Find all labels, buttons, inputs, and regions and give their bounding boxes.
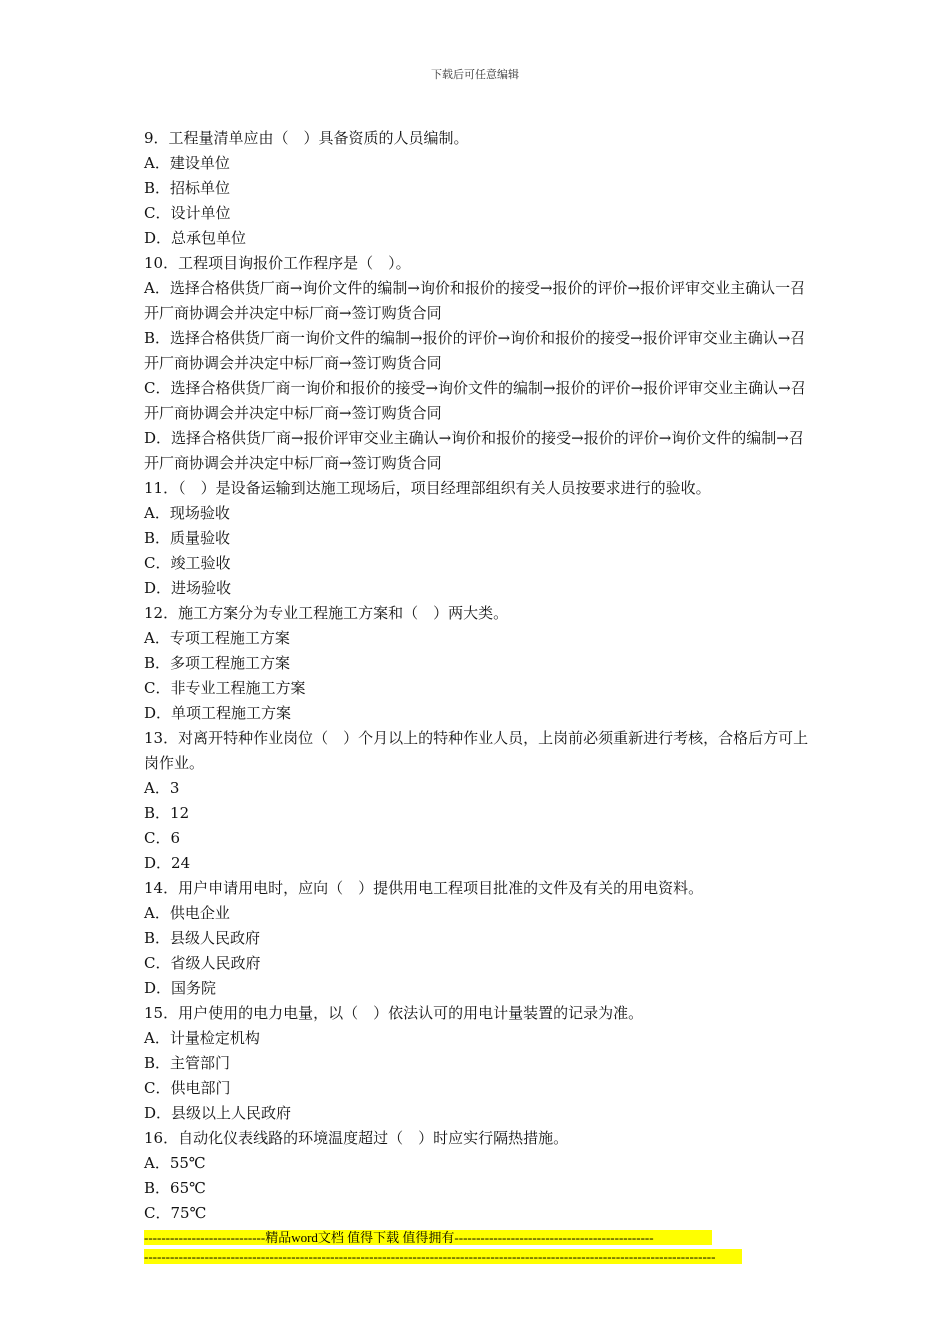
answer-option: A．供电企业 [144, 904, 230, 922]
answer-option: C．供电部门 [144, 1079, 231, 1097]
answer-option: B．县级人民政府 [144, 929, 261, 947]
answer-option: A．3 [144, 779, 180, 797]
answer-option: A．选择合格供货厂商→询价文件的编制→询价和报价的接受→报价的评价→报价评审交业主确认一召开厂商协调会并决定中标厂商→签订购货合同 [144, 279, 806, 322]
answer-option: C．非专业工程施工方案 [144, 679, 306, 697]
answer-option: C．竣工验收 [144, 554, 231, 572]
question-text: 9．工程量清单应由（ ）具备资质的人员编制。 [144, 129, 469, 147]
question-item [144, 126, 810, 251]
answer-option: B．招标单位 [144, 179, 231, 197]
answer-option: A．建设单位 [144, 154, 230, 172]
answer-option: B．多项工程施工方案 [144, 654, 291, 672]
question-item [144, 476, 810, 601]
answer-option: B．选择合格供货厂商一询价文件的编制→报价的评价→询价和报价的接受→报价评审交业主确认→召开厂商协调会并决定中标厂商→签订购货合同 [144, 329, 806, 372]
answer-option: D．选择合格供货厂商→报价评审交业主确认→询价和报价的接受→报价的评价→询价文件的编制→召开厂商协调会并决定中标厂商→签订购货合同 [144, 429, 804, 472]
answer-option: A．计量检定机构 [144, 1029, 260, 1047]
answer-option: A．专项工程施工方案 [144, 629, 290, 647]
answer-option: D．国务院 [144, 979, 217, 997]
question-item [144, 251, 810, 476]
answer-option: B．65℃ [144, 1179, 206, 1197]
answer-option: D．单项工程施工方案 [144, 704, 292, 722]
question-list [144, 126, 810, 1226]
question-item [144, 876, 810, 1001]
answer-option: C．6 [144, 829, 181, 847]
question-item [144, 726, 810, 876]
answer-option: C．选择合格供货厂商一询价和报价的接受→询价文件的编制→报价的评价→报价评审交业主确认→召开厂商协调会并决定中标厂商→签订购货合同 [144, 379, 806, 422]
answer-option: C．设计单位 [144, 204, 231, 222]
answer-option: B．12 [144, 804, 190, 822]
question-text: 14．用户申请用电时，应向（ ）提供用电工程项目批准的文件及有关的用电资料。 [144, 879, 704, 897]
question-text: 13．对离开特种作业岗位（ ）个月以上的特种作业人员，上岗前必须重新进行考核，合格后方可上岗作业。 [144, 729, 809, 772]
question-text: 10．工程项目询报价工作程序是（ ）。 [144, 254, 411, 272]
answer-option: A．55℃ [144, 1154, 206, 1172]
answer-option: D．进场验收 [144, 579, 232, 597]
footer-dash-line: ------------------------------------------------------------------------------------------------------------------------------------ [144, 1249, 742, 1264]
question-text: 11．（ ）是设备运输到达施工现场后，项目经理部组织有关人员按要求进行的验收。 [144, 479, 711, 497]
answer-option: D．县级以上人民政府 [144, 1104, 292, 1122]
answer-option: C．75℃ [144, 1204, 207, 1222]
question-item [144, 1126, 810, 1226]
answer-option: C．省级人民政府 [144, 954, 261, 972]
question-text: 16．自动化仪表线路的环境温度超过（ ）时应实行隔热措施。 [144, 1129, 569, 1147]
question-item [144, 601, 810, 726]
answer-option: A．现场验收 [144, 504, 230, 522]
question-text: 15．用户使用的电力电量，以（ ）依法认可的用电计量装置的记录为准。 [144, 1004, 644, 1022]
answer-option: D．24 [144, 854, 191, 872]
answer-option: B．质量验收 [144, 529, 231, 547]
answer-option: D．总承包单位 [144, 229, 247, 247]
question-item [144, 1001, 810, 1126]
page-header: 下载后可任意编辑 [431, 68, 519, 81]
page-footer [144, 1230, 742, 1264]
question-text: 12．施工方案分为专业工程施工方案和（ ）两大类。 [144, 604, 509, 622]
footer-banner-line: ----------------------------精品word文档 值得下载 值得拥有---------------------------------------------- [144, 1230, 712, 1245]
answer-option: B．主管部门 [144, 1054, 231, 1072]
